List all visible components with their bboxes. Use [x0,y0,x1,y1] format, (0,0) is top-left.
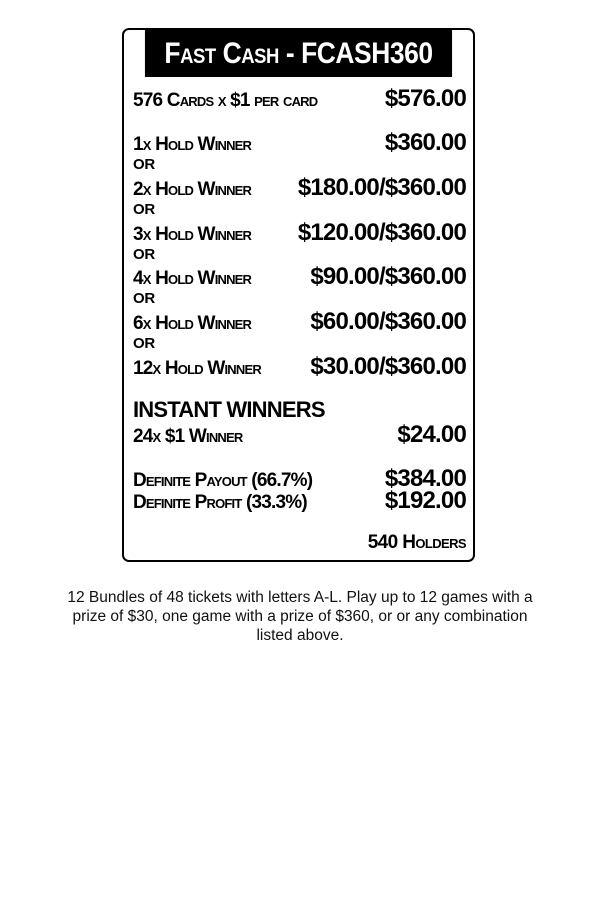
hold-winner-row [133,263,466,291]
or-separator: OR [133,335,155,352]
profit-label: Definite Profit (33.3%) [133,492,307,513]
hold-winner-row [133,353,466,381]
instant-winner-row [133,421,466,449]
hold-winner-row [133,129,466,157]
summary-label: 576 Cards x $1 per card [133,90,318,111]
holders-count: 540 Holders [367,532,466,553]
payout-label: Definite Payout (66.7%) [133,470,313,491]
payout-value: $384.00 [384,465,466,492]
description-caption: 12 Bundles of 48 tickets with letters A-L. Play up to 12 games with a prize of $30, one game with a prize of $360, or or any combination listed above. [67,589,533,644]
hold-winner-label: 1x Hold Winner [133,134,252,155]
profit-value: $192.00 [384,487,466,514]
instant-winner-label: 24x $1 Winner [133,426,243,447]
hold-winner-value: $90.00/$360.00 [310,263,466,290]
hold-winner-label: 12x Hold Winner [133,358,261,379]
summary-row [133,85,466,113]
or-separator: OR [133,246,155,263]
instant-winners-heading: INSTANT WINNERS [133,397,325,422]
hold-winner-row [133,308,466,336]
prize-card [122,28,475,562]
hold-winner-row [133,174,466,202]
card-title: Fast Cash - FCASH360 [145,30,452,77]
hold-winner-label: 3x Hold Winner [133,224,252,245]
profit-row [133,487,466,515]
hold-winner-value: $360.00 [384,129,466,156]
summary-value: $576.00 [384,85,466,112]
hold-winner-value: $30.00/$360.00 [310,353,466,380]
or-separator: OR [133,156,155,173]
hold-winner-label: 4x Hold Winner [133,268,252,289]
instant-winner-value: $24.00 [397,421,466,448]
or-separator: OR [133,201,155,218]
or-separator: OR [133,290,155,307]
hold-winner-value: $60.00/$360.00 [310,308,466,335]
hold-winner-label: 6x Hold Winner [133,313,252,334]
hold-winner-label: 2x Hold Winner [133,179,252,200]
hold-winner-value: $120.00/$360.00 [297,219,466,246]
hold-winner-value: $180.00/$360.00 [297,174,466,201]
hold-winner-row [133,219,466,247]
